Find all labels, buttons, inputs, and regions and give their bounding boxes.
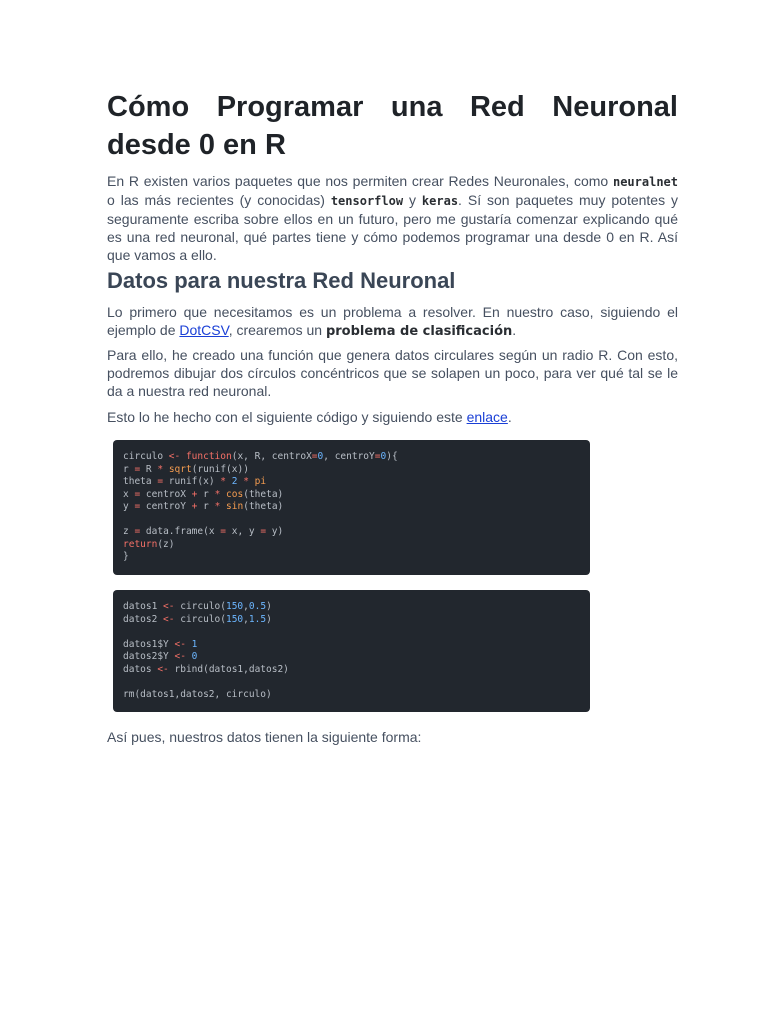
intro-text-4: . Sí son paquetes muy potentes y seguramente escriba sobre ellos en un futuro, pero me gustaría comenzar explicando qué es una red neuronal, qué partes tiene y cómo podemos programar una desde 0 en R. Así que vamos a ello. (107, 192, 679, 263)
code-line: } (123, 551, 129, 562)
dotcsv-link[interactable]: DotCSV (179, 322, 229, 338)
p1-text-2: , crearemos un (228, 322, 326, 338)
package-neuralnet: neuralnet (612, 175, 678, 189)
code-line: circulo <- function(x, R, centroX=0, centroY=0){ (123, 451, 398, 462)
p1-text-1: Lo primero que necesitamos es un problema a resolver. En nuestro caso, siguiendo el ejemplo de (107, 304, 678, 338)
code-block-datos[interactable] (113, 590, 590, 712)
paragraph-problem (107, 303, 678, 341)
section-heading: Datos para nuestra Red Neuronal (107, 268, 456, 293)
code-line-blank (123, 626, 580, 639)
code-line: rm(datos1,datos2, circulo) (123, 688, 272, 700)
code-line: datos <- rbind(datos1,datos2) (123, 663, 289, 675)
page-title: Cómo Programar una Red Neuronal desde 0 en R (107, 91, 678, 161)
code-line: z = data.frame(x = x, y = y) (123, 526, 284, 537)
code-line: return(z) (123, 538, 175, 550)
intro-text-2: o las más recientes (y conocidas) (107, 192, 331, 208)
package-keras: keras (421, 194, 459, 208)
p3-text-2: . (507, 409, 512, 425)
p3-text-1: Esto lo he hecho con el siguiente código y siguiendo este (107, 409, 467, 425)
intro-text-1: En R existen varios paquetes que nos permiten crear Redes Neuronales, como (107, 173, 613, 189)
intro-text-3: y (403, 192, 422, 208)
code-line-blank (123, 514, 580, 527)
paragraph-function: Para ello, he creado una función que genera datos circulares según un radio R. Con esto, podremos dibujar dos círculos concéntricos que se solapen un poco, para ver qué tal se le da a nuestra red neuronal. (107, 347, 678, 399)
code-line: y = centroY + r * sin(theta) (123, 501, 284, 512)
code-block-circulo[interactable] (113, 440, 590, 575)
paragraph-code-intro (107, 408, 678, 426)
code-line: datos2$Y <- 0 (123, 651, 198, 662)
p1-bold: problema de clasificación (325, 324, 513, 339)
enlace-link[interactable]: enlace (466, 409, 508, 425)
paragraph-data-shape: Así pues, nuestros datos tienen la siguiente forma: (107, 729, 422, 745)
code-line: r = R * sqrt(runif(x)) (123, 463, 249, 475)
code-line: datos1 <- circulo(150,0.5) (123, 601, 272, 612)
p1-text-3: . (512, 322, 517, 338)
code-line: theta = runif(x) * 2 * pi (123, 476, 267, 487)
code-line-blank (123, 676, 580, 689)
code-line: datos2 <- circulo(150,1.5) (123, 613, 272, 625)
code-line: x = centroX + r * cos(theta) (123, 488, 284, 500)
package-tensorflow: tensorflow (330, 194, 404, 208)
intro-paragraph (107, 172, 678, 264)
code-line: datos1$Y <- 1 (123, 638, 198, 650)
